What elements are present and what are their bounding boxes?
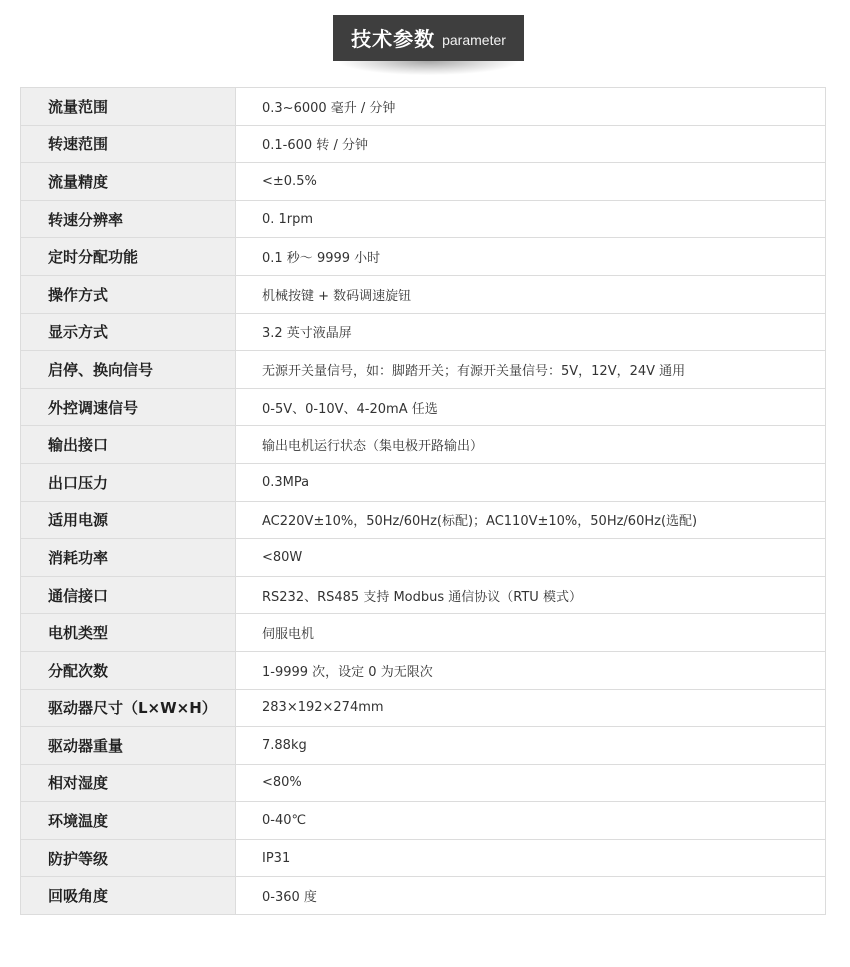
table-row — [21, 238, 826, 276]
row-value: 伺服电机 — [236, 614, 826, 652]
table-row — [21, 426, 826, 464]
row-value: <80% — [236, 764, 826, 802]
parameter-table-body — [21, 88, 826, 915]
section-title-badge — [333, 15, 524, 61]
row-label: 驱动器尺寸（L×W×H） — [21, 689, 236, 727]
table-row — [21, 539, 826, 577]
row-label: 电机类型 — [21, 614, 236, 652]
row-value: 3.2 英寸液晶屏 — [236, 313, 826, 351]
table-row — [21, 877, 826, 915]
row-value: 283×192×274mm — [236, 689, 826, 727]
row-value: 0.1 秒～ 9999 小时 — [236, 238, 826, 276]
row-label: 外控调速信号 — [21, 388, 236, 426]
table-row — [21, 802, 826, 840]
row-label: 分配次数 — [21, 651, 236, 689]
table-row — [21, 351, 826, 389]
row-value: 0.3~6000 毫升 / 分钟 — [236, 88, 826, 126]
row-value: RS232、RS485 支持 Modbus 通信协议（RTU 模式） — [236, 576, 826, 614]
table-row — [21, 727, 826, 765]
table-row — [21, 576, 826, 614]
row-label: 流量范围 — [21, 88, 236, 126]
row-label: 通信接口 — [21, 576, 236, 614]
table-row — [21, 200, 826, 238]
row-label: 环境温度 — [21, 802, 236, 840]
row-value: 0. 1rpm — [236, 200, 826, 238]
row-label: 驱动器重量 — [21, 727, 236, 765]
row-value: 0.1-600 转 / 分钟 — [236, 125, 826, 163]
table-row — [21, 689, 826, 727]
table-row — [21, 614, 826, 652]
table-row — [21, 463, 826, 501]
row-value: 0.3MPa — [236, 463, 826, 501]
row-value: 无源开关量信号，如：脚踏开关；有源开关量信号：5V，12V，24V 通用 — [236, 351, 826, 389]
table-row — [21, 764, 826, 802]
table-row — [21, 163, 826, 201]
row-value: 7.88kg — [236, 727, 826, 765]
table-row — [21, 88, 826, 126]
table-row — [21, 651, 826, 689]
title-badge-shadow — [339, 61, 518, 75]
section-title: 技术参数 — [351, 26, 436, 51]
row-label: 流量精度 — [21, 163, 236, 201]
table-row — [21, 388, 826, 426]
table-row — [21, 839, 826, 877]
row-label: 操作方式 — [21, 275, 236, 313]
row-value: 机械按键 + 数码调速旋钮 — [236, 275, 826, 313]
row-value: 输出电机运行状态（集电极开路输出） — [236, 426, 826, 464]
row-label: 输出接口 — [21, 426, 236, 464]
row-label: 启停、换向信号 — [21, 351, 236, 389]
row-value: <80W — [236, 539, 826, 577]
row-label: 出口压力 — [21, 463, 236, 501]
parameter-table — [20, 87, 826, 915]
row-value: IP31 — [236, 839, 826, 877]
row-value: 0-360 度 — [236, 877, 826, 915]
row-value: 0-40℃ — [236, 802, 826, 840]
row-value: 1-9999 次，设定 0 为无限次 — [236, 651, 826, 689]
row-value: AC220V±10%，50Hz/60Hz(标配)；AC110V±10%，50Hz/60Hz(选配) — [236, 501, 826, 539]
table-row — [21, 275, 826, 313]
section-header — [333, 15, 524, 75]
row-label: 消耗功率 — [21, 539, 236, 577]
row-label: 适用电源 — [21, 501, 236, 539]
row-label: 转速分辨率 — [21, 200, 236, 238]
row-label: 转速范围 — [21, 125, 236, 163]
row-label: 显示方式 — [21, 313, 236, 351]
row-value: 0-5V、0-10V、4-20mA 任选 — [236, 388, 826, 426]
row-label: 定时分配功能 — [21, 238, 236, 276]
table-row — [21, 501, 826, 539]
row-label: 回吸角度 — [21, 877, 236, 915]
table-row — [21, 125, 826, 163]
table-row — [21, 313, 826, 351]
row-value: <±0.5% — [236, 163, 826, 201]
row-label: 防护等级 — [21, 839, 236, 877]
section-subtitle: parameter — [442, 32, 506, 48]
row-label: 相对湿度 — [21, 764, 236, 802]
